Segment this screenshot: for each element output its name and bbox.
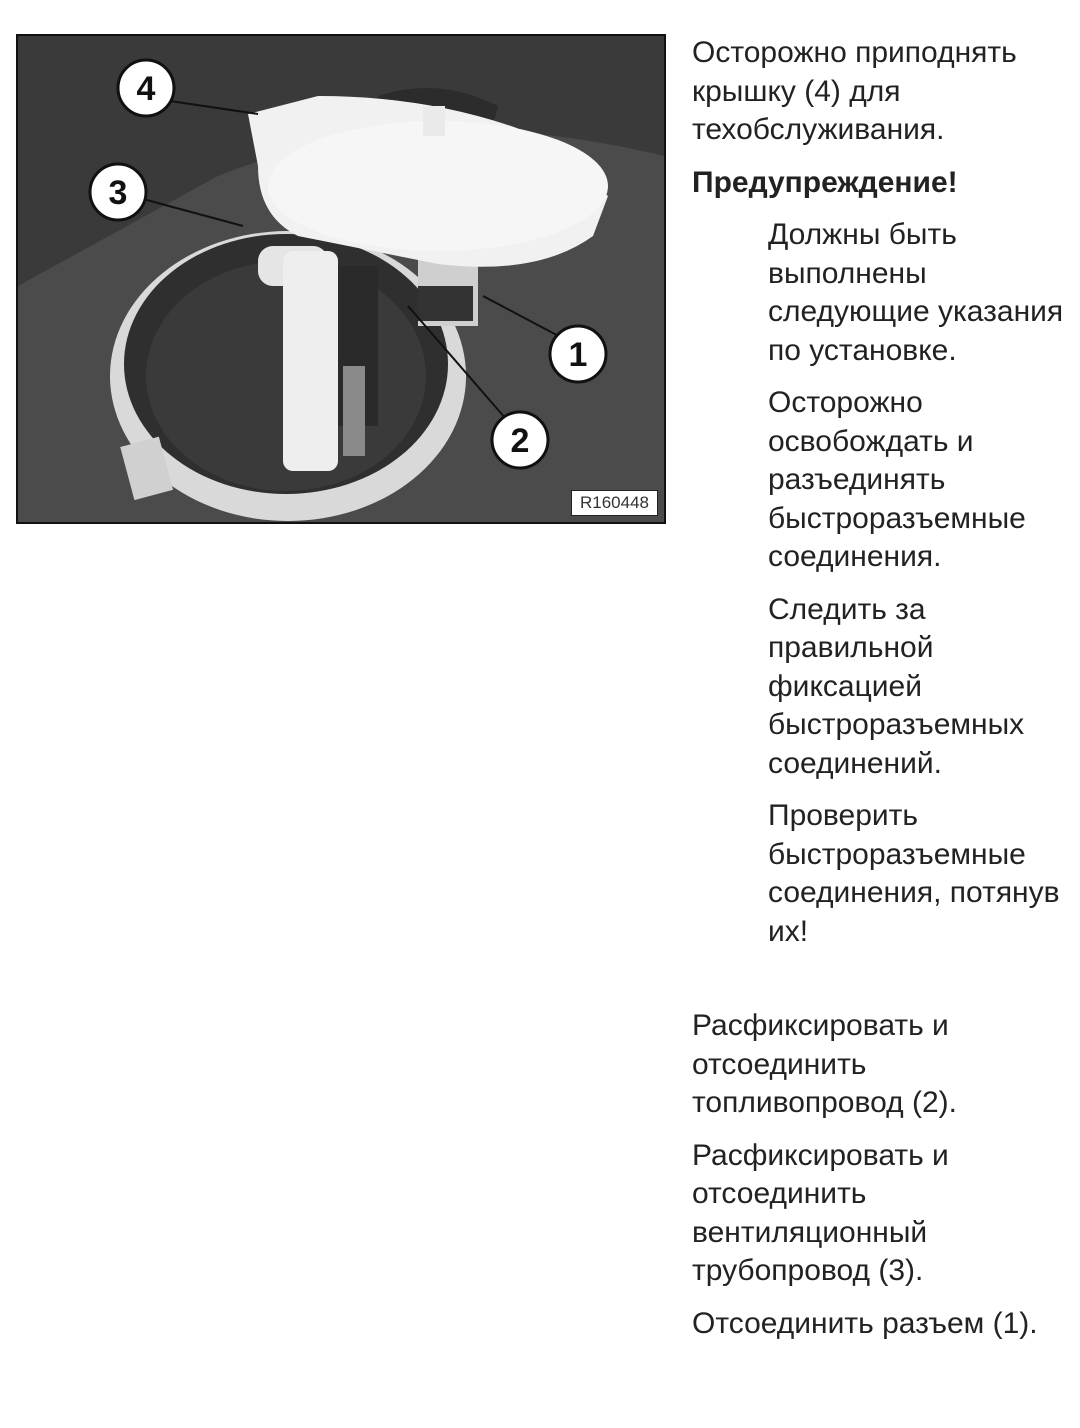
callout-1: 1 [568,336,588,374]
warning-list [768,216,1072,951]
fuel-pump-figure [16,34,666,524]
callout-2: 2 [510,422,530,460]
warning-item: Должны быть выполнены следующие указания по установке. [768,218,1064,367]
callout-3: 3 [108,174,128,212]
fuel-pump-photo [18,36,664,522]
warning-item: Проверить быстроразъемные соединения, потянув их! [768,799,1060,948]
warning-title: Предупреждение! [692,165,958,199]
warning-item: Следить за правильной фиксацией быстроразъемных соединений. [768,592,1025,780]
warning-item: Осторожно освобождать и разъединять быстроразъемные соединения. [768,386,1026,573]
step-lift-cover: Осторожно приподнять крышку (4) для техобслуживания. [692,36,1017,146]
step-item: Расфиксировать и отсоединить вентиляционный трубопровод (3). [692,1138,949,1287]
instruction-text [692,34,1072,1357]
step-item: Отсоединить разъем (1). [692,1306,1038,1340]
callout-4: 4 [136,70,156,108]
step-item: Расфиксировать и отсоединить топливопровод (2). [692,1009,957,1119]
figure-id-label: R160448 [571,490,658,516]
